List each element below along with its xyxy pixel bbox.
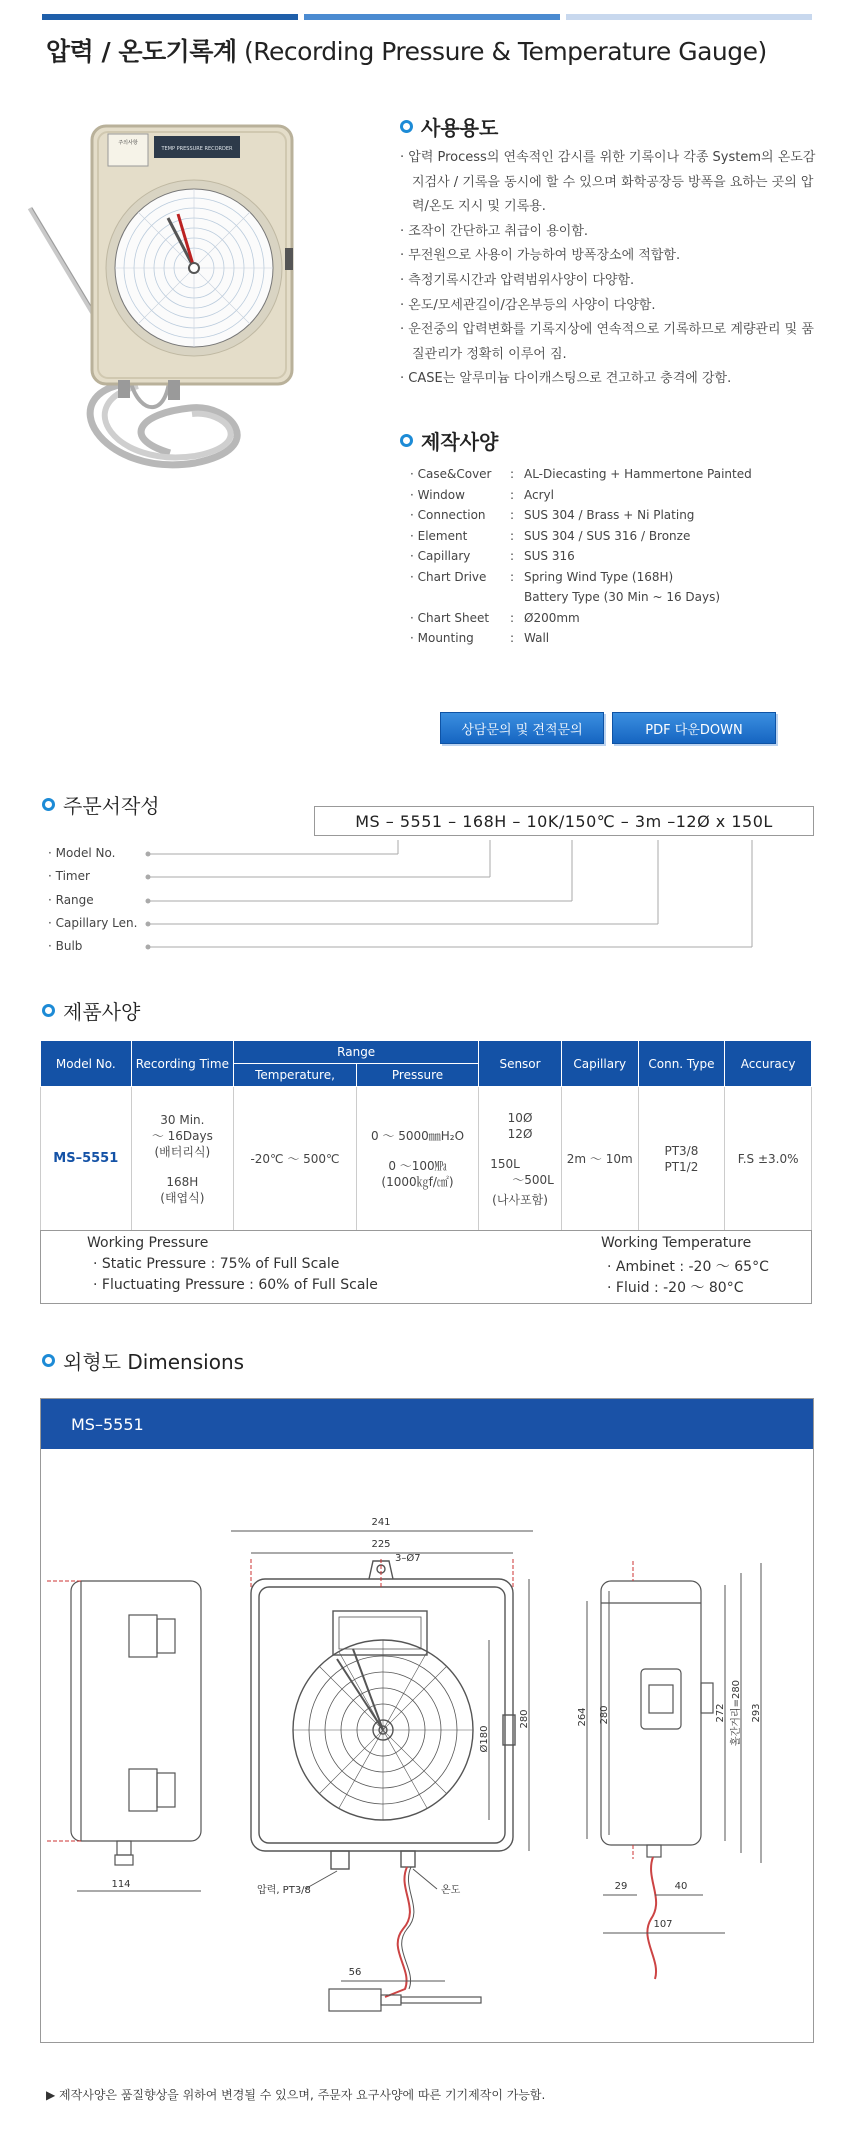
- header-bar-light: [566, 14, 812, 20]
- header-conn: Conn. Type: [638, 1041, 725, 1087]
- list-item: · 압력 Process의 연속적인 감시를 위한 기록이나 각종 System의 온도감지검사 / 기록을 동시에 할 수 있으며 화학공장등 방폭을 요하는 곳의 압력/온도 지시 및 기록용.: [400, 150, 816, 215]
- dimensions-panel: [40, 1398, 814, 2043]
- svg-text:280: 280: [519, 1709, 530, 1729]
- header-pressure: Pressure: [356, 1064, 478, 1087]
- working-pressure-fluct: · Fluctuating Pressure : 60% of Full Scale: [93, 1277, 378, 1293]
- header-sensor: Sensor: [479, 1041, 562, 1087]
- spec-row: Battery Type (30 Min ~ 16 Days): [524, 590, 721, 604]
- spec-row: · Window : Acryl: [410, 487, 554, 502]
- order-label-capillary: · Capillary Len.: [48, 916, 138, 930]
- svg-text:264: 264: [577, 1707, 588, 1727]
- svg-text:압력, PT3/8: 압력, PT3/8: [257, 1885, 311, 1896]
- spec-row: · Chart Sheet : Ø200mm: [410, 610, 580, 625]
- cell-capillary: 2m ～ 10m: [561, 1087, 638, 1231]
- spec-row: · Connection : SUS 304 / Brass + Ni Plating: [410, 508, 695, 522]
- svg-text:주의사항: 주의사항: [118, 140, 138, 146]
- list-item: · 측정기록시간과 압력범위사양이 다양함.: [400, 272, 635, 288]
- svg-text:107: 107: [653, 1919, 673, 1930]
- header-temperature: Temperature,: [234, 1064, 357, 1087]
- order-label-range: · Range: [48, 893, 94, 907]
- spec-row: · Capillary : SUS 316: [410, 549, 575, 563]
- header-accuracy: Accuracy: [725, 1041, 812, 1087]
- svg-text:293: 293: [751, 1703, 762, 1723]
- svg-text:3–Ø7: 3–Ø7: [395, 1553, 421, 1564]
- spec-row: · Element : SUS 304 / SUS 316 / Bronze: [410, 528, 691, 543]
- order-label-bulb: · Bulb: [48, 939, 83, 953]
- header-time: Recording Time: [131, 1041, 234, 1087]
- cell-time: 30 Min. ～ 16Days (배터리식) 168H (태엽식): [131, 1087, 234, 1231]
- svg-text:272: 272: [715, 1703, 726, 1723]
- svg-text:Ø180: Ø180: [479, 1725, 490, 1753]
- product-spec-table: [40, 1040, 812, 1231]
- header-bar-mid: [304, 14, 560, 20]
- usage-list: [400, 146, 820, 392]
- header-range: Range: [234, 1041, 479, 1064]
- working-temperature-ambient: · Ambinet : -20 ～ 65°C: [607, 1259, 769, 1275]
- dimensions-model-bar: MS–5551: [41, 1399, 813, 1449]
- inquiry-button[interactable]: 상담문의 및 견적문의: [440, 712, 604, 744]
- svg-text:56: 56: [348, 1967, 362, 1978]
- spec-row: · Mounting : Wall: [410, 631, 550, 645]
- working-pressure-static: · Static Pressure : 75% of Full Scale: [93, 1256, 340, 1272]
- spec-list: [410, 464, 752, 649]
- product-spec-heading: 제품사양: [42, 996, 140, 1025]
- svg-text:40: 40: [674, 1881, 688, 1892]
- list-item: · 온도/모세관길이/감온부등의 사양이 다양함.: [400, 297, 656, 313]
- order-heading: 주문서작성: [42, 790, 160, 819]
- pdf-download-button[interactable]: PDF 다운DOWN: [612, 712, 776, 744]
- dimension-drawing: [41, 1449, 813, 2041]
- list-item: · 운전중의 압력변화를 기록지상에 연속적으로 기록하므로 계량관리 및 품질관리가 정확히 이루어 짐.: [400, 322, 814, 362]
- svg-text:241: 241: [371, 1517, 391, 1528]
- cell-pressure: 0 ～ 5000㎜H₂O 0 ～100㎫ (1000㎏f/㎠): [356, 1087, 478, 1231]
- list-item: · CASE는 알루미늄 다이캐스팅으로 견고하고 충격에 강함.: [400, 371, 732, 387]
- bullet-icon: [42, 1004, 55, 1017]
- header-bar-dark: [42, 14, 298, 20]
- list-item: · 조작이 간단하고 취급이 용이함.: [400, 223, 589, 239]
- list-item: · 무전원으로 사용이 가능하여 방폭장소에 적합함.: [400, 248, 681, 264]
- cell-conn: PT3/8 PT1/2: [638, 1087, 725, 1231]
- manufacturing-heading: 제작사양: [400, 426, 498, 455]
- svg-text:홀간거리=280: 홀간거리=280: [731, 1679, 742, 1747]
- bullet-icon: [42, 1354, 55, 1367]
- bullet-icon: [42, 798, 55, 811]
- header-model: Model No.: [41, 1041, 132, 1087]
- product-image: [20, 118, 360, 478]
- usage-heading: 사용용도: [400, 112, 498, 141]
- order-label-timer: · Timer: [48, 869, 90, 883]
- working-temperature-title: Working Temperature: [601, 1235, 752, 1251]
- working-temperature-fluid: · Fluid : -20 ～ 80°C: [607, 1280, 744, 1296]
- svg-text:TEMP PRESSURE RECORDER: TEMP PRESSURE RECORDER: [161, 146, 233, 152]
- cell-temperature: -20℃ ～ 500℃: [234, 1087, 357, 1231]
- working-pressure-title: Working Pressure: [87, 1235, 209, 1251]
- order-code: MS – 5551 – 168H – 10K/150℃ – 3m –12Ø x 150L: [314, 806, 814, 836]
- svg-text:온도: 온도: [441, 1885, 461, 1896]
- working-conditions-box: [40, 1230, 812, 1304]
- svg-text:29: 29: [614, 1881, 628, 1892]
- dimensions-heading: 외형도 Dimensions: [42, 1346, 244, 1375]
- bullet-icon: [400, 120, 413, 133]
- spec-row: · Chart Drive : Spring Wind Type (168H): [410, 569, 674, 584]
- bullet-icon: [400, 434, 413, 447]
- cell-sensor: 10Ø 12Ø 150L ～500L (나사포함): [479, 1087, 562, 1231]
- spec-row: · Case&Cover : AL-Diecasting + Hammertone Painted: [410, 467, 752, 481]
- order-leader-lines: [0, 830, 842, 960]
- svg-text:280: 280: [599, 1705, 610, 1725]
- cell-accuracy: F.S ±3.0%: [725, 1087, 812, 1231]
- warning-plate: [108, 134, 148, 166]
- footnote: ▶ 제작사양은 품질향상을 위하여 변경될 수 있으며, 주문자 요구사양에 따른 기기제작이 가능함.: [46, 2088, 546, 2102]
- header-capillary: Capillary: [561, 1041, 638, 1087]
- svg-text:225: 225: [371, 1539, 391, 1550]
- page-title: 압력 / 온도기록계 (Recording Pressure & Temperature Gauge): [46, 37, 767, 66]
- cell-model: MS–5551: [41, 1087, 132, 1231]
- order-label-model: · Model No.: [48, 846, 116, 860]
- svg-text:114: 114: [111, 1879, 131, 1890]
